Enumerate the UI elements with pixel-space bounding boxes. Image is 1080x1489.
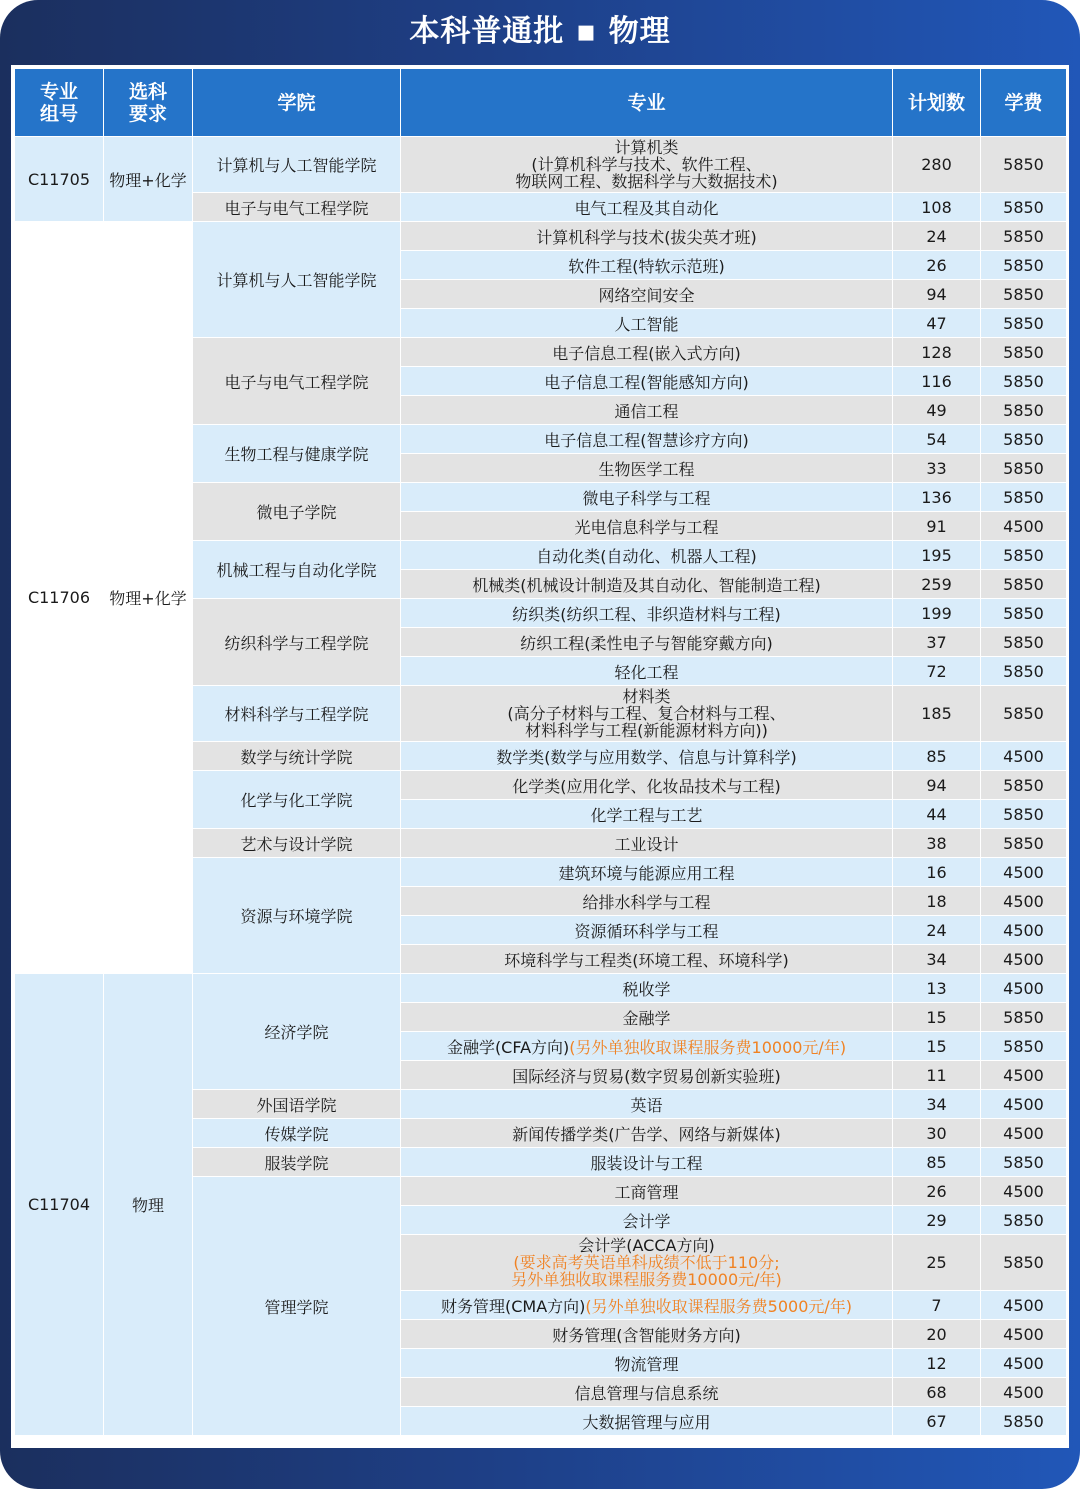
major-name: 机械类(机械设计制造及其自动化、智能制造工程) [472,575,821,595]
header-subject-requirement: 选科 要求 [104,69,193,137]
major-cell [401,1206,893,1235]
major-cell [401,137,893,193]
major-cell [401,222,893,251]
tuition-cell: 4500 [981,1090,1067,1119]
major-name: 材料类 (高分子材料与工程、复合材料与工程、 材料科学与工程(新能源材料方向)) [507,687,786,740]
plan-count-cell: 94 [893,280,981,309]
college-cell: 计算机与人工智能学院 [193,222,401,338]
plan-count-cell: 20 [893,1320,981,1349]
plan-count-cell: 116 [893,367,981,396]
table-header-row [15,69,1067,137]
major-cell [401,570,893,599]
tuition-cell: 5850 [981,1235,1067,1291]
college-cell: 电子与电气工程学院 [193,338,401,425]
major-cell [401,628,893,657]
plan-count-cell: 72 [893,657,981,686]
plan-count-cell: 34 [893,945,981,974]
major-name: 网络空间安全 [598,285,695,305]
plan-count-cell: 185 [893,686,981,742]
tuition-cell: 5850 [981,686,1067,742]
footer-band [0,1452,1080,1489]
tuition-cell: 5850 [981,251,1067,280]
major-name: 信息管理与信息系统 [574,1383,719,1403]
major-cell [401,686,893,742]
college-cell: 管理学院 [193,1177,401,1436]
tuition-cell: 5850 [981,222,1067,251]
major-cell [401,193,893,222]
tuition-cell: 5850 [981,800,1067,829]
major-name: 英语 [630,1095,663,1115]
college-cell: 艺术与设计学院 [193,829,401,858]
college-cell: 微电子学院 [193,483,401,541]
major-cell [401,1349,893,1378]
college-cell: 材料科学与工程学院 [193,686,401,742]
major-name: 电气工程及其自动化 [574,198,719,218]
group-code-cell: C11706 [15,222,104,974]
plan-count-cell: 47 [893,309,981,338]
major-cell [401,367,893,396]
major-note: (另外单独收取课程服务费10000元/年) [569,1037,847,1057]
tuition-cell: 5850 [981,396,1067,425]
major-cell [401,657,893,686]
tuition-cell: 4500 [981,1119,1067,1148]
major-cell [401,1407,893,1436]
header-plan-count: 计划数 [893,69,981,137]
major-cell [401,1032,893,1061]
plan-count-cell: 108 [893,193,981,222]
plan-count-cell: 30 [893,1119,981,1148]
major-cell [401,1177,893,1206]
plan-count-cell: 91 [893,512,981,541]
table-body [15,137,1067,1436]
plan-count-cell: 29 [893,1206,981,1235]
major-cell [401,251,893,280]
header-group-code: 专业 组号 [15,69,104,137]
tuition-cell: 5850 [981,425,1067,454]
major-cell [401,541,893,570]
plan-count-cell: 85 [893,1148,981,1177]
major-name: 大数据管理与应用 [582,1412,711,1432]
tuition-cell: 5850 [981,338,1067,367]
tuition-cell: 5850 [981,483,1067,512]
major-name: 工业设计 [614,834,679,854]
plan-count-cell: 13 [893,974,981,1003]
subject-requirement-cell: 物理+化学 [104,222,193,974]
major-cell [401,1061,893,1090]
major-name: 微电子科学与工程 [582,488,711,508]
major-cell [401,1378,893,1407]
plan-count-cell: 15 [893,1003,981,1032]
major-cell [401,858,893,887]
plan-count-cell: 195 [893,541,981,570]
group-code-cell: C11704 [15,974,104,1436]
major-name: 化学工程与工艺 [590,805,703,825]
major-note: (另外单独收取课程服务费5000元/年) [585,1296,853,1316]
major-name: 会计学(ACCA方向) [578,1236,715,1255]
major-name: 化学类(应用化学、化妆品技术与工程) [512,776,781,796]
plan-count-cell: 33 [893,454,981,483]
major-name: 电子信息工程(智能感知方向) [544,372,749,392]
plan-count-cell: 94 [893,771,981,800]
tuition-cell: 5850 [981,137,1067,193]
major-cell [401,483,893,512]
major-cell [401,1320,893,1349]
plan-count-cell: 68 [893,1378,981,1407]
major-cell [401,425,893,454]
major-cell [401,829,893,858]
tuition-cell: 4500 [981,1177,1067,1206]
college-cell: 电子与电气工程学院 [193,193,401,222]
major-name: 财务管理(含智能财务方向) [552,1325,741,1345]
college-cell: 资源与环境学院 [193,858,401,974]
plan-count-cell: 54 [893,425,981,454]
major-name: 物流管理 [614,1354,679,1374]
major-note: (要求高考英语单科成绩不低于110分; 另外单独收取课程服务费10000元/年) [511,1253,782,1289]
plan-count-cell: 24 [893,916,981,945]
major-cell [401,1003,893,1032]
major-name: 会计学 [622,1211,671,1231]
plan-count-cell: 26 [893,1177,981,1206]
plan-count-cell: 128 [893,338,981,367]
plan-count-cell: 18 [893,887,981,916]
tuition-cell: 5850 [981,829,1067,858]
tuition-cell: 5850 [981,193,1067,222]
plan-count-cell: 280 [893,137,981,193]
major-name: 通信工程 [614,401,679,421]
major-name: 软件工程(特软示范班) [568,256,725,276]
major-cell [401,945,893,974]
major-name: 生物医学工程 [598,459,695,479]
plan-count-cell: 34 [893,1090,981,1119]
tuition-cell: 5850 [981,657,1067,686]
page-title: 本科普通批 ▪ 物理 [409,14,671,49]
major-cell [401,396,893,425]
major-name: 环境科学与工程类(环境工程、环境科学) [504,950,789,970]
college-cell: 数学与统计学院 [193,742,401,771]
major-cell [401,599,893,628]
major-name: 光电信息科学与工程 [574,517,719,537]
major-cell [401,309,893,338]
major-cell [401,1291,893,1320]
plan-count-cell: 25 [893,1235,981,1291]
major-cell [401,1090,893,1119]
tuition-cell: 4500 [981,512,1067,541]
major-name: 纺织工程(柔性电子与智能穿戴方向) [520,633,773,653]
major-cell [401,338,893,367]
tuition-cell: 4500 [981,742,1067,771]
major-cell [401,887,893,916]
plan-count-cell: 67 [893,1407,981,1436]
subject-requirement-cell: 物理+化学 [104,137,193,222]
plan-count-cell: 11 [893,1061,981,1090]
table-row [15,222,1067,251]
major-cell [401,512,893,541]
tuition-cell: 5850 [981,1206,1067,1235]
major-name: 电子信息工程(智慧诊疗方向) [544,430,749,450]
tuition-cell: 4500 [981,916,1067,945]
major-name: 工商管理 [614,1182,679,1202]
tuition-cell: 4500 [981,1320,1067,1349]
major-name: 国际经济与贸易(数字贸易创新实验班) [512,1066,781,1086]
major-name: 计算机类 (计算机科学与技术、软件工程、 物联网工程、数据科学与大数据技术) [515,138,778,191]
major-name: 数学类(数学与应用数学、信息与计算科学) [496,747,797,767]
plan-count-cell: 44 [893,800,981,829]
plan-count-cell: 199 [893,599,981,628]
table-row [15,974,1067,1003]
college-cell: 机械工程与自动化学院 [193,541,401,599]
tuition-cell: 5850 [981,628,1067,657]
header-tuition: 学费 [981,69,1067,137]
tuition-cell: 5850 [981,1148,1067,1177]
major-name: 金融学 [622,1008,671,1028]
tuition-cell: 4500 [981,887,1067,916]
tuition-cell: 5850 [981,454,1067,483]
major-cell [401,800,893,829]
header-major: 专业 [401,69,893,137]
tuition-cell: 5850 [981,309,1067,338]
table-row [15,137,1067,193]
college-cell: 传媒学院 [193,1119,401,1148]
plan-count-cell: 15 [893,1032,981,1061]
plan-count-cell: 12 [893,1349,981,1378]
major-cell [401,1148,893,1177]
major-name: 新闻传播学类(广告学、网络与新媒体) [512,1124,781,1144]
tuition-cell: 5850 [981,1407,1067,1436]
tuition-cell: 5850 [981,771,1067,800]
major-name: 税收学 [622,979,671,999]
major-name: 财务管理(CMA方向) [440,1296,586,1316]
admission-table [14,68,1067,1436]
header-college: 学院 [193,69,401,137]
major-cell [401,742,893,771]
major-name: 纺织类(纺织工程、非织造材料与工程) [512,604,781,624]
major-name: 轻化工程 [614,662,679,682]
plan-count-cell: 49 [893,396,981,425]
admission-sheet [11,65,1069,1448]
major-name: 人工智能 [614,314,679,334]
major-name: 给排水科学与工程 [582,892,711,912]
major-name: 服装设计与工程 [590,1153,703,1173]
college-cell: 经济学院 [193,974,401,1090]
plan-count-cell: 16 [893,858,981,887]
major-cell [401,454,893,483]
tuition-cell: 5850 [981,541,1067,570]
tuition-cell: 5850 [981,1003,1067,1032]
tuition-cell: 5850 [981,1032,1067,1061]
major-name: 电子信息工程(嵌入式方向) [552,343,741,363]
tuition-cell: 4500 [981,1378,1067,1407]
tuition-cell: 5850 [981,280,1067,309]
college-cell: 纺织科学与工程学院 [193,599,401,686]
subject-requirement-cell: 物理 [104,974,193,1436]
tuition-cell: 5850 [981,570,1067,599]
plan-count-cell: 85 [893,742,981,771]
major-name: 自动化类(自动化、机器人工程) [536,546,757,566]
college-cell: 外国语学院 [193,1090,401,1119]
tuition-cell: 4500 [981,858,1067,887]
plan-count-cell: 24 [893,222,981,251]
college-cell: 计算机与人工智能学院 [193,137,401,193]
plan-count-cell: 7 [893,1291,981,1320]
college-cell: 生物工程与健康学院 [193,425,401,483]
tuition-cell: 4500 [981,1061,1067,1090]
plan-count-cell: 38 [893,829,981,858]
major-cell [401,280,893,309]
plan-count-cell: 26 [893,251,981,280]
tuition-cell: 4500 [981,1291,1067,1320]
major-cell [401,916,893,945]
major-name: 建筑环境与能源应用工程 [558,863,735,883]
major-cell [401,771,893,800]
college-cell: 化学与化工学院 [193,771,401,829]
plan-count-cell: 259 [893,570,981,599]
plan-count-cell: 136 [893,483,981,512]
major-cell [401,1119,893,1148]
major-cell [401,974,893,1003]
plan-count-cell: 37 [893,628,981,657]
tuition-cell: 5850 [981,367,1067,396]
tuition-cell: 5850 [981,599,1067,628]
tuition-cell: 4500 [981,974,1067,1003]
major-name: 计算机科学与技术(拔尖英才班) [536,227,757,247]
major-cell [401,1235,893,1291]
major-name: 资源循环科学与工程 [574,921,719,941]
tuition-cell: 4500 [981,945,1067,974]
major-name: 金融学(CFA方向) [446,1037,570,1057]
group-code-cell: C11705 [15,137,104,222]
college-cell: 服装学院 [193,1148,401,1177]
tuition-cell: 4500 [981,1349,1067,1378]
